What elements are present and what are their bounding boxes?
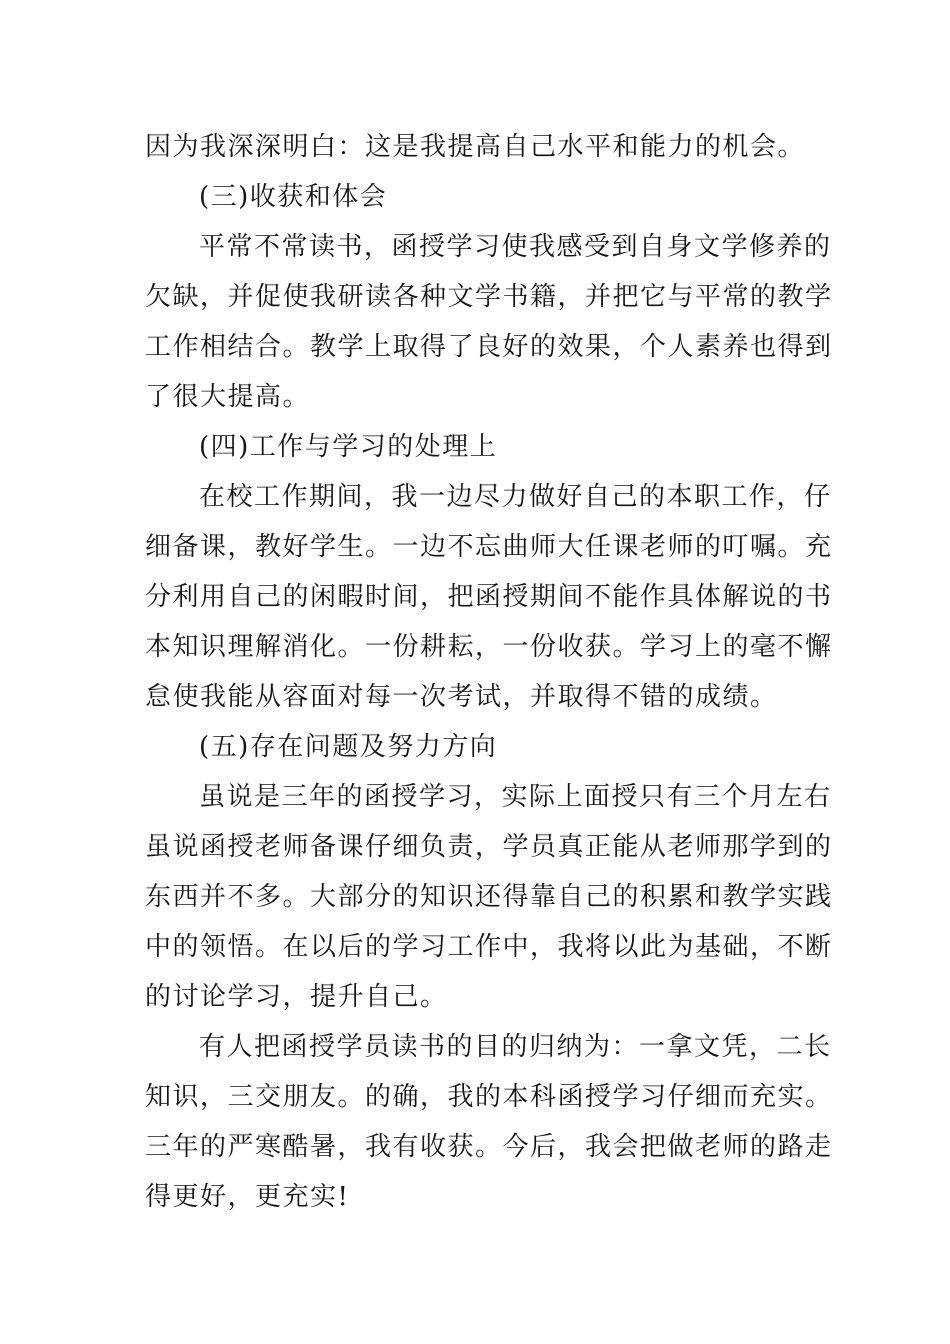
text-line: 东西并不多。大部分的知识还得靠自己的积累和教学实践 (145, 882, 833, 912)
text-line: 虽说函授老师备课仔细负责，学员真正能从老师那学到的 (145, 832, 833, 862)
paragraph-start: 平常不常读书，函授学习使我感受到自身文学修养的 (199, 232, 832, 262)
text-line: 本知识理解消化。一份耕耘，一份收获。学习上的毫不懈 (145, 632, 833, 662)
section-heading-3: (三)收获和体会 (199, 182, 388, 212)
text-line: 的讨论学习，提升自己。 (145, 982, 448, 1012)
text-line: 了很大提高。 (145, 382, 311, 412)
section-heading-5: (五)存在问题及努力方向 (199, 732, 498, 762)
text-line: 欠缺，并促使我研读各种文学书籍，并把它与平常的教学 (145, 282, 833, 312)
paragraph-start: 在校工作期间，我一边尽力做好自己的本职工作，仔 (199, 482, 832, 512)
document-body (145, 122, 833, 1222)
paragraph-start: 虽说是三年的函授学习，实际上面授只有三个月左右 (199, 782, 832, 812)
text-line: 工作相结合。教学上取得了良好的效果，个人素养也得到 (145, 332, 833, 362)
text-line: 因为我深深明白：这是我提高自己水平和能力的机会。 (145, 132, 806, 162)
text-line: 得更好，更充实! (145, 1182, 350, 1212)
paragraph-start: 有人把函授学员读书的目的归纳为：一拿文凭，二长 (199, 1032, 832, 1062)
text-line: 中的领悟。在以后的学习工作中，我将以此为基础，不断 (145, 932, 833, 962)
section-heading-4: (四)工作与学习的处理上 (199, 432, 498, 462)
text-line: 细备课，教好学生。一边不忘曲师大任课老师的叮嘱。充 (145, 532, 833, 562)
text-line: 分利用自己的闲暇时间，把函授期间不能作具体解说的书 (145, 582, 833, 612)
text-line: 怠使我能从容面对每一次考试，并取得不错的成绩。 (145, 682, 778, 712)
text-line: 知识，三交朋友。的确，我的本科函授学习仔细而充实。 (145, 1082, 833, 1112)
text-line: 三年的严寒酷暑，我有收获。今后，我会把做老师的路走 (145, 1132, 833, 1162)
